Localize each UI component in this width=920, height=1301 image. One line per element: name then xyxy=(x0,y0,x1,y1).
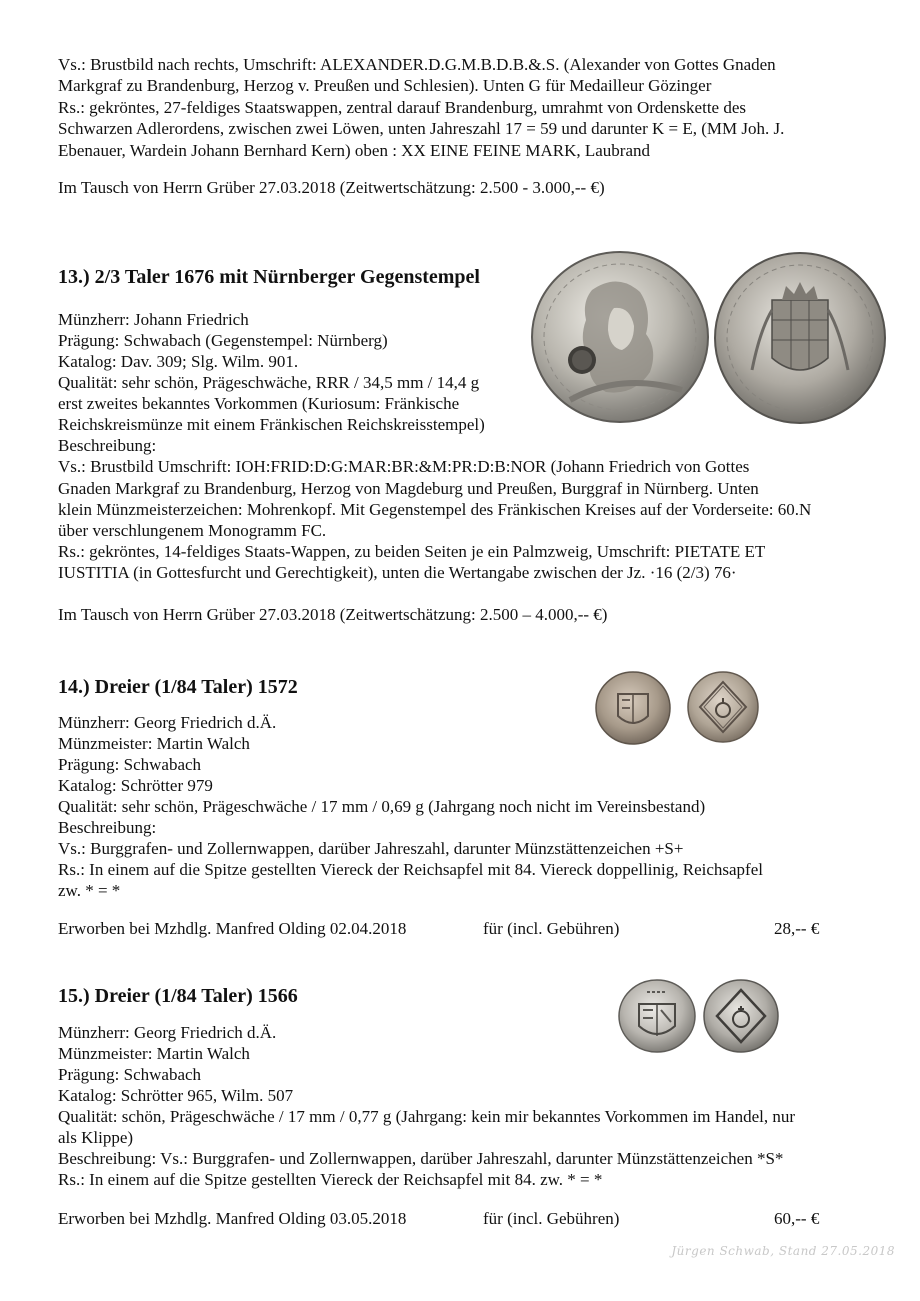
item-13-line: Reichskreismünze mit einem Fränkischen Reichskreisstempel) xyxy=(58,415,485,434)
item-15-line: Rs.: In einem auf die Spitze gestellten Viereck der Reichsapfel mit 84. zw. * = * xyxy=(58,1170,603,1189)
item-13-title: 13.) 2/3 Taler 1676 mit Nürnberger Gegenstempel xyxy=(58,266,480,288)
item-13-line: Rs.: gekröntes, 14-feldiges Staats-Wappen, zu beiden Seiten je ein Palmzweig, Umschrift: PIETATE ET xyxy=(58,542,766,561)
item-14-acquisition-note: für (incl. Gebühren) xyxy=(483,919,620,938)
item-14-line: Katalog: Schrötter 979 xyxy=(58,776,213,795)
item-15-obverse-coin-image xyxy=(617,978,697,1054)
item-13-obverse-coin-image xyxy=(530,250,710,425)
item-14-line: Beschreibung: xyxy=(58,818,157,837)
item-15-acquisition-note: für (incl. Gebühren) xyxy=(483,1209,620,1228)
item-14-line: zw. * = * xyxy=(58,881,121,900)
intro-line: Markgraf zu Brandenburg, Herzog v. Preußen und Schlesien). Unten G für Medailleur Gözinger xyxy=(58,76,712,95)
item-13-line: über verschlungenem Monogramm FC. xyxy=(58,521,327,540)
item-13-line: Münzherr: Johann Friedrich xyxy=(58,310,249,329)
intro-line: Ebenauer, Wardein Johann Bernhard Kern) oben : XX EINE FEINE MARK, Laubrand xyxy=(58,141,650,160)
intro-line: Schwarzen Adlerordens, zwischen zwei Löwen, unten Jahreszahl 17 = 59 und darunter K = E, (MM Joh. J. xyxy=(58,119,785,138)
item-13-line: Beschreibung: xyxy=(58,436,157,455)
item-14-price: 28,-- € xyxy=(774,919,820,938)
intro-acquisition: Im Tausch von Herrn Grüber 27.03.2018 (Zeitwertschätzung: 2.500 - 3.000,-- €) xyxy=(58,178,605,197)
item-15-line: Prägung: Schwabach xyxy=(58,1065,202,1084)
item-13-line: erst zweites bekanntes Vorkommen (Kuriosum: Fränkische xyxy=(58,394,460,413)
item-15-line: Münzherr: Georg Friedrich d.Ä. xyxy=(58,1023,277,1042)
item-15-acquisition-source: Erworben bei Mzhdlg. Manfred Olding 03.05.2018 xyxy=(58,1209,407,1228)
item-15-reverse-coin-image xyxy=(702,978,780,1054)
item-15-line: Münzmeister: Martin Walch xyxy=(58,1044,250,1063)
item-14-reverse-coin-image xyxy=(686,670,760,744)
item-13-line: Vs.: Brustbild Umschrift: IOH:FRID:D:G:MAR:BR:&M:PR:D:B:NOR (Johann Friedrich von Gottes xyxy=(58,457,750,476)
item-13-line: Katalog: Dav. 309; Slg. Wilm. 901. xyxy=(58,352,299,371)
item-14-acquisition-source: Erworben bei Mzhdlg. Manfred Olding 02.04.2018 xyxy=(58,919,407,938)
item-14-line: Münzmeister: Martin Walch xyxy=(58,734,250,753)
item-14-line: Vs.: Burggrafen- und Zollernwappen, darüber Jahreszahl, darunter Münzstättenzeichen +S+ xyxy=(58,839,684,858)
item-14-title: 14.) Dreier (1/84 Taler) 1572 xyxy=(58,676,298,698)
author-signature: Jürgen Schwab, Stand 27.05.2018 xyxy=(671,1244,895,1258)
item-15-line: Katalog: Schrötter 965, Wilm. 507 xyxy=(58,1086,294,1105)
item-13-line: klein Münzmeisterzeichen: Mohrenkopf. Mit Gegenstempel des Fränkischen Kreises auf der Vorderseite: 60.N xyxy=(58,500,812,519)
item-14-line: Prägung: Schwabach xyxy=(58,755,202,774)
intro-line: Vs.: Brustbild nach rechts, Umschrift: ALEXANDER.D.G.M.B.D.B.&.S. (Alexander von Gottes Gnaden xyxy=(58,55,776,74)
item-14-line: Rs.: In einem auf die Spitze gestellten Viereck der Reichsapfel mit 84. Viereck doppellinig, Reichsapfel xyxy=(58,860,763,879)
item-14-line: Qualität: sehr schön, Prägeschwäche / 17 mm / 0,69 g (Jahrgang noch nicht im Vereinsbestand) xyxy=(58,797,706,816)
item-13-acquisition: Im Tausch von Herrn Grüber 27.03.2018 (Zeitwertschätzung: 2.500 – 4.000,-- €) xyxy=(58,605,608,624)
item-14-obverse-coin-image xyxy=(594,670,672,746)
intro-line: Rs.: gekröntes, 27-feldiges Staatswappen, zentral darauf Brandenburg, umrahmt von Ordenskette des xyxy=(58,98,746,117)
item-14-line: Münzherr: Georg Friedrich d.Ä. xyxy=(58,713,277,732)
item-13-line: Prägung: Schwabach (Gegenstempel: Nürnberg) xyxy=(58,331,388,350)
item-13-line: Qualität: sehr schön, Prägeschwäche, RRR / 34,5 mm / 14,4 g xyxy=(58,373,480,392)
item-13-reverse-coin-image xyxy=(712,250,887,425)
item-15-line: Qualität: schön, Prägeschwäche / 17 mm / 0,77 g (Jahrgang: kein mir bekanntes Vorkommen im Handel, nur xyxy=(58,1107,795,1126)
item-15-line: Beschreibung: Vs.: Burggrafen- und Zollernwappen, darüber Jahreszahl, darunter Münzstättenzeichen *S* xyxy=(58,1149,784,1168)
item-13-line: Gnaden Markgraf zu Brandenburg, Herzog von Magdeburg und Preußen, Burggraf in Nürnberg. Unten xyxy=(58,479,759,498)
item-13-line: IUSTITIA (in Gottesfurcht und Gerechtigkeit), unten die Wertangabe zwischen der Jz. ·16 (2/3) 76· xyxy=(58,563,737,582)
item-15-price: 60,-- € xyxy=(774,1209,820,1228)
item-15-title: 15.) Dreier (1/84 Taler) 1566 xyxy=(58,985,298,1007)
item-15-line: als Klippe) xyxy=(58,1128,134,1147)
